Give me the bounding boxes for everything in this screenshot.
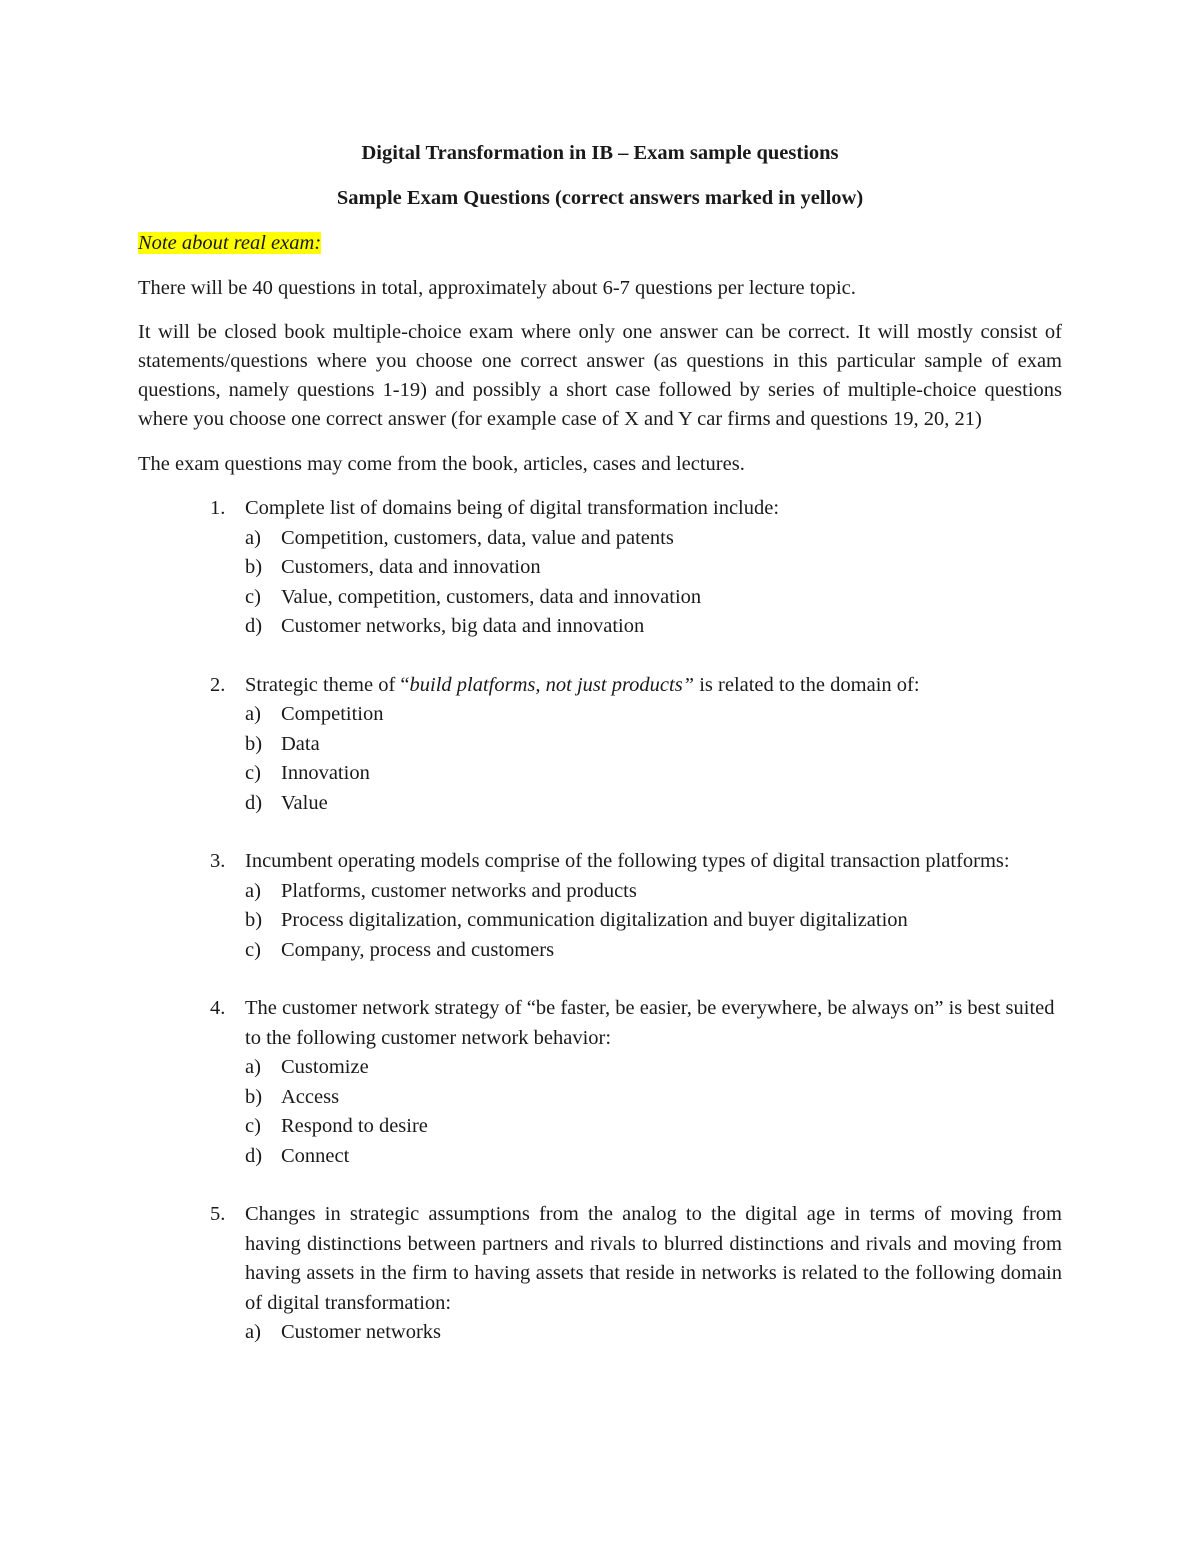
option-c xyxy=(245,936,1062,966)
question-text xyxy=(245,671,1062,701)
option-list xyxy=(245,1053,1062,1171)
option-letter: c) xyxy=(245,938,261,961)
option-d xyxy=(245,612,1062,642)
option-text: Value, competition, customers, data and innovation xyxy=(281,585,702,608)
question-2 xyxy=(138,671,1062,819)
question-text: Incumbent operating models comprise of the following types of digital transaction platforms: xyxy=(245,850,1010,872)
paragraph-question-count: There will be 40 questions in total, approximately about 6-7 questions per lecture topic. xyxy=(138,277,856,299)
option-a xyxy=(245,877,1062,907)
question-5 xyxy=(138,1200,1062,1348)
option-c xyxy=(245,583,1062,613)
option-letter: b) xyxy=(245,556,263,578)
option-b xyxy=(245,730,1062,760)
option-list xyxy=(245,700,1062,818)
option-list xyxy=(245,877,1062,966)
option-letter: a) xyxy=(245,526,261,549)
option-letter: b) xyxy=(245,1085,263,1108)
question-text-after: is related to the domain of: xyxy=(694,673,920,696)
option-c xyxy=(245,1112,1062,1142)
option-text: Access xyxy=(281,1085,340,1108)
option-list xyxy=(245,1318,1062,1348)
option-a xyxy=(245,1053,1062,1083)
question-number: 1. xyxy=(210,497,226,519)
question-text: Changes in strategic assumptions from the analog to the digital age in terms of moving from having distinctions between partners and rivals to blurred distinctions and rivals and moving from having assets in the firm to having assets that reside in networks is related to the following domain of digital transformation: xyxy=(245,1203,1062,1314)
question-text: The customer network strategy of “be faster, be easier, be everywhere, be always on” is best suited to the following customer network behavior: xyxy=(245,997,1055,1049)
question-number: 3. xyxy=(210,850,226,872)
option-text: Platforms, customer networks and products xyxy=(281,879,637,902)
question-3 xyxy=(138,847,1062,965)
document-page xyxy=(138,138,1062,1377)
option-letter: a) xyxy=(245,879,261,902)
question-4 xyxy=(138,994,1062,1171)
question-text: Complete list of domains being of digital transformation include: xyxy=(245,497,780,519)
option-b xyxy=(245,553,1062,583)
option-text: Competition, customers, data, value and patents xyxy=(281,526,674,549)
option-text: Company, process and customers xyxy=(281,938,555,961)
option-text: Respond to desire xyxy=(281,1115,428,1137)
question-number: 4. xyxy=(210,997,226,1019)
option-letter: c) xyxy=(245,1115,261,1137)
note-label: Note about real exam xyxy=(138,232,315,254)
option-b xyxy=(245,906,1062,936)
option-letter: c) xyxy=(245,585,261,608)
option-letter: d) xyxy=(245,1144,263,1167)
note-heading xyxy=(138,228,1062,258)
option-a xyxy=(245,1318,1062,1348)
option-letter: d) xyxy=(245,615,263,637)
question-list xyxy=(138,494,1062,1348)
document-subtitle: Sample Exam Questions (correct answers marked in yellow) xyxy=(336,187,864,209)
option-text: Innovation xyxy=(281,762,370,784)
option-letter: b) xyxy=(245,732,263,755)
question-number: 5. xyxy=(210,1203,226,1225)
option-letter: a) xyxy=(245,1056,261,1078)
option-letter: a) xyxy=(245,703,261,725)
option-text: Competition xyxy=(281,703,384,725)
option-letter: c) xyxy=(245,762,261,784)
note-colon: : xyxy=(314,232,322,254)
option-list xyxy=(245,524,1062,642)
question-1 xyxy=(138,494,1062,642)
option-a xyxy=(245,524,1062,554)
option-text: Process digitalization, communication digitalization and buyer digitalization xyxy=(281,909,908,931)
option-text: Customize xyxy=(281,1056,369,1078)
paragraph-sources: The exam questions may come from the book, articles, cases and lectures. xyxy=(138,453,745,475)
option-letter: a) xyxy=(245,1321,261,1343)
option-text: Customer networks, big data and innovation xyxy=(281,615,645,637)
option-text: Connect xyxy=(281,1144,350,1167)
question-text-emphasis: build platforms, not just products” xyxy=(409,673,695,696)
option-text: Customer networks xyxy=(281,1321,441,1343)
option-letter: b) xyxy=(245,909,263,931)
paragraph-exam-format: It will be closed book multiple-choice exam where only one answer can be correct. It will mostly consist of statements/questions where you choose one correct answer (as questions in this particular sample of exam questions, namely questions 1-19) and possibly a short case followed by series of multiple-choice questions where you choose one correct answer (for example case of X and Y car firms and questions 19, 20, 21) xyxy=(138,321,1062,430)
option-text: Customers, data and innovation xyxy=(281,556,541,578)
option-text: Value xyxy=(281,791,328,814)
question-number: 2. xyxy=(210,673,226,696)
option-c xyxy=(245,759,1062,789)
option-letter: d) xyxy=(245,791,263,814)
option-b xyxy=(245,1083,1062,1113)
option-a xyxy=(245,700,1062,730)
option-text: Data xyxy=(281,732,320,755)
document-title: Digital Transformation in IB – Exam sample questions xyxy=(361,142,839,164)
option-d xyxy=(245,789,1062,819)
note-highlight xyxy=(138,232,321,254)
question-text-before: Strategic theme of “ xyxy=(245,673,410,696)
option-d xyxy=(245,1142,1062,1172)
